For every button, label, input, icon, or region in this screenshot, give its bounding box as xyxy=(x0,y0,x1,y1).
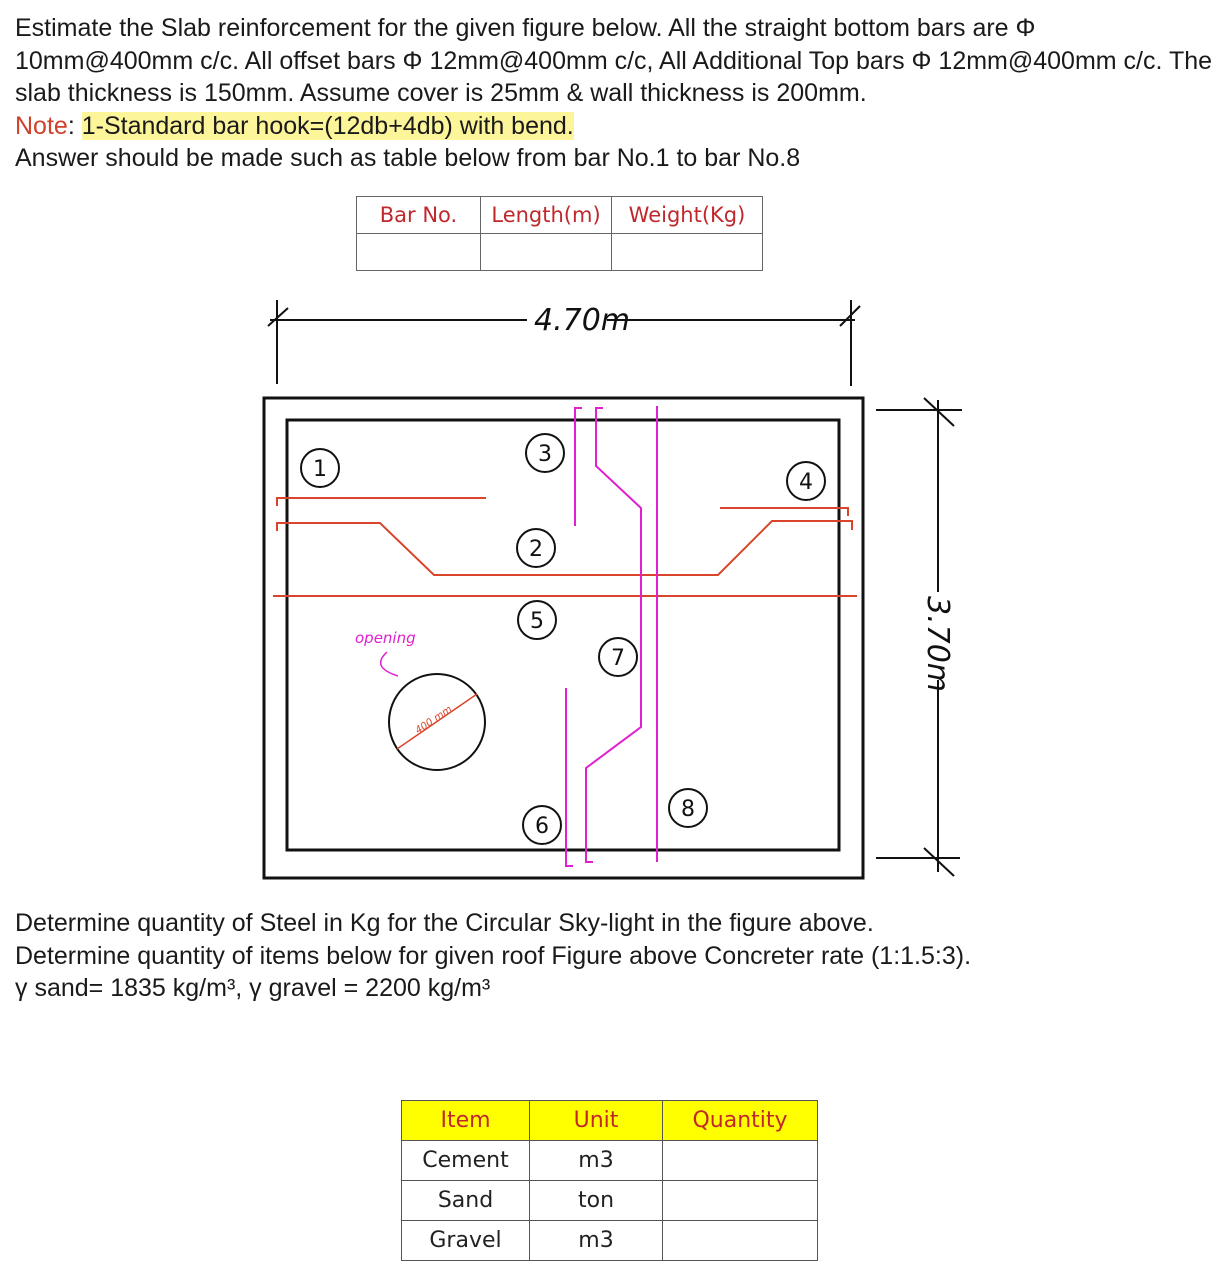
unit-cell: m3 xyxy=(530,1221,663,1261)
unit-header: Unit xyxy=(530,1101,663,1141)
question-line-2: Determine quantity of items below for given roof Figure above Concreter rate (1:1.5:3). xyxy=(15,941,972,970)
bar-no-header: Bar No. xyxy=(357,197,481,234)
opening-dim-label: 400 mm xyxy=(413,704,455,737)
bar-label-number: 5 xyxy=(530,609,544,634)
quantity-cell xyxy=(663,1181,818,1221)
table-row xyxy=(402,1141,818,1181)
weight-header: Weight(Kg) xyxy=(612,197,763,234)
quantity-table xyxy=(401,1100,818,1261)
table-row xyxy=(402,1181,818,1221)
quantity-cell xyxy=(663,1221,818,1261)
problem-intro: Estimate the Slab reinforcement for the given figure below. All the straight bottom bars are Φ 10mm@400mm c/c. All offset bars Φ 12mm@400mm c/c, All Additional Top bars Φ 12mm@400mm c/c. The slab thickness is 150mm. Assume cover is 25mm & wall thickness is 200mm. xyxy=(15,14,1213,107)
bar-1-top xyxy=(277,498,486,506)
bar-4-top xyxy=(720,508,848,516)
note-line: Note: 1-Standard bar hook=(12db+4db) with bend. xyxy=(15,112,574,140)
bar-label-7 xyxy=(599,638,637,676)
questions-block xyxy=(15,907,1215,1005)
height-dim-label: 3.70m xyxy=(920,596,955,693)
bar-label-number: 8 xyxy=(681,797,695,822)
opening-pointer-arrow xyxy=(381,652,398,676)
bar-label-number: 2 xyxy=(529,537,543,562)
bar-label-1 xyxy=(301,449,339,487)
item-cell: Sand xyxy=(402,1181,530,1221)
bar-label-5 xyxy=(518,601,556,639)
bar-label-3 xyxy=(526,434,564,472)
bar-label-number: 1 xyxy=(313,457,327,482)
bar-label-number: 3 xyxy=(538,442,552,467)
note-label: Note xyxy=(15,112,68,140)
width-dim-label: 4.70m xyxy=(534,303,631,338)
question-line-3: γ sand= 1835 kg/m³, γ gravel = 2200 kg/m³ xyxy=(15,974,491,1002)
note-text: 1-Standard bar hook=(12db+4db) with bend. xyxy=(81,112,574,140)
bar-label-6 xyxy=(523,806,561,844)
unit-cell: m3 xyxy=(530,1141,663,1181)
item-cell: Gravel xyxy=(402,1221,530,1261)
length-header: Length(m) xyxy=(481,197,612,234)
bar-2-offset xyxy=(277,521,852,575)
question-line-1: Determine quantity of Steel in Kg for the Circular Sky-light in the figure above. xyxy=(15,909,874,937)
quantity-cell xyxy=(663,1141,818,1181)
bar-3-top xyxy=(575,408,582,526)
bar-6-bottom xyxy=(566,688,573,866)
quantity-header: Quantity xyxy=(663,1101,818,1141)
bar-7-offset xyxy=(586,408,641,862)
quantity-table-header xyxy=(402,1101,818,1141)
bar-label-4 xyxy=(787,462,825,500)
wall-outer-outline xyxy=(264,398,863,878)
bar-label-8 xyxy=(669,789,707,827)
bar-label-number: 7 xyxy=(611,646,625,671)
answer-instruction: Answer should be made such as table below from bar No.1 to bar No.8 xyxy=(15,144,801,172)
unit-cell: ton xyxy=(530,1181,663,1221)
item-cell: Cement xyxy=(402,1141,530,1181)
table-row xyxy=(402,1221,818,1261)
opening-label: opening xyxy=(355,629,416,647)
bar-label-number: 6 xyxy=(535,814,549,839)
bar-label-2 xyxy=(517,529,555,567)
item-header: Item xyxy=(402,1101,530,1141)
bar-label-number: 4 xyxy=(799,470,813,495)
